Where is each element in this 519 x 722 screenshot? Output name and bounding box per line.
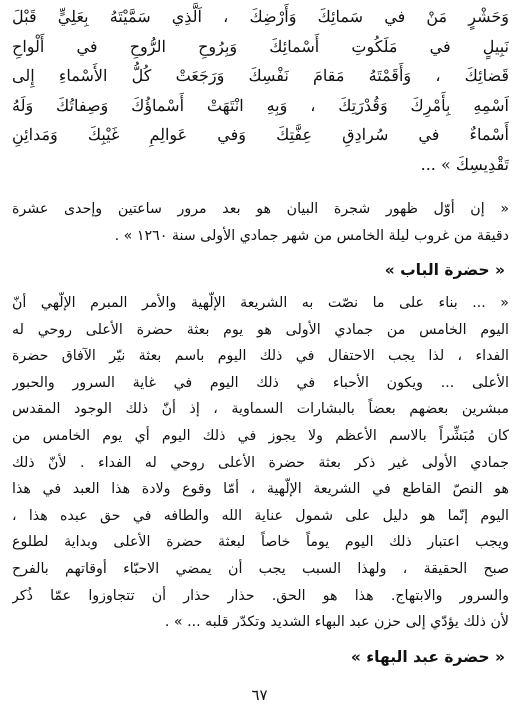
- verse-line-6: تَقْدِيسِكَ » ...: [420, 154, 509, 174]
- para2-line-12: والسرور والابتهاج. هذا هو الحق. حذار حذار أن تتجاوزوا عمّا ذُكر: [12, 587, 509, 604]
- para2-line-10: ويجب اعتبار ذلك اليوم يوماً خاصاً لبعثة حضرة الأعلى وبداية لطلوع: [12, 534, 509, 551]
- verse-line-5: أَسْماءٌ في سُرادِقِ عِفَّتِكَ وَفي عَوالِمِ غَيْبِكَ وَمَدائِنِ: [12, 125, 509, 144]
- verse-line-2: نَبِيلٍ في مَلَكُوتِ أَسْمائِكَ وَبِرُوحِ الرُّوحِ في أَلْواحِ: [12, 36, 509, 56]
- para2-line-8: هو النصّ القاطع في الشريعة الإلّهية ، أمّا وقوع ولادة هذا العبد في هذا: [12, 481, 509, 498]
- para2-line-13: لأن ذلك يؤدّي إلى حزن عبد البهاء الشديد وتكدّر قلبه ... » .: [164, 614, 509, 631]
- paragraph-bab: [12, 196, 509, 249]
- para2-line-11: صبح الحقيقة ، ولهذا السبب يجب أن يمضي الاحبّاء أوقاتهم بالفرح: [12, 560, 509, 577]
- para2-line-9: اليوم إنّما هو دليل على شمول عناية الله والطافه في حق عبده هذا ،: [12, 507, 509, 524]
- attribution-heading-bab: « حضرة الباب »: [384, 261, 505, 279]
- page-number: ٦٧: [251, 686, 268, 704]
- quoted-verse: [12, 2, 509, 179]
- para2-line-2: اليوم الخامس من جمادي الأولى هو يوم بعثة حضرة الأعلى روحي له: [12, 321, 509, 338]
- verse-line-3: قَضائِكَ ، وَأَقَمْتَهُ مَقامَ نَفْسِكَ وَرَجَعَتْ كُلُّ الأَسْماءِ إِلى: [12, 66, 509, 85]
- para2-line-6: كان مُبَشِّراً بالاسم الأعظم ولا يجوز في ذلك اليوم أي يوم الخامس من: [12, 427, 509, 444]
- verse-line-4: اَسْمِهِ بِأَمْرِكَ وَقُدْرَتِكَ ، وَبِهِ انْتَهَتْ أَسْماؤُكَ وَصِفاتُكَ وَلَهُ: [12, 95, 509, 115]
- verse-line-1: وَحَشْرٍ مَنْ في سَمائِكَ وَأَرْضِكَ ، اَلَّذِي سَمَّيْتَهُ بِعَلِيٍّ قَبْلَ: [12, 7, 509, 26]
- para1-line-2: دقيقة من غروب ليلة الخامس من شهر جمادي الأولى سنة ١٢٦٠ » .: [114, 227, 509, 244]
- para2-line-4: الأعلى ... ويكون الأحباء في ذلك اليوم في غاية السرور والحبور: [12, 374, 509, 391]
- attribution-heading-abdulbaha: « حضرة عبد البهاء »: [350, 648, 505, 666]
- para2-line-7: جمادي الأولى غير ذكر بعثة حضرة الأعلى روحي له الفداء . لأنّ ذلك: [12, 454, 509, 471]
- para2-line-5: مبشرين بعضهم بعضاً بالبشارات السماوية ، إذ أنّ ذلك الوجود المقدس: [12, 401, 509, 418]
- paragraph-abdulbaha: [12, 290, 509, 636]
- para1-line-1: « إن أوّل ظهور شجرة البيان هو بعد مرور ساعتين وإحدى عشرة: [12, 201, 509, 217]
- para2-line-3: الفداء ، لذا يجب الاحتفال في ذلك اليوم باسم بعثة نيّر الآفاق حضرة: [12, 348, 509, 365]
- para2-line-1: « ... بناء على ما نصّت به الشريعة الإلّهية والأمر المبرم الإلّهي أنّ: [12, 295, 509, 311]
